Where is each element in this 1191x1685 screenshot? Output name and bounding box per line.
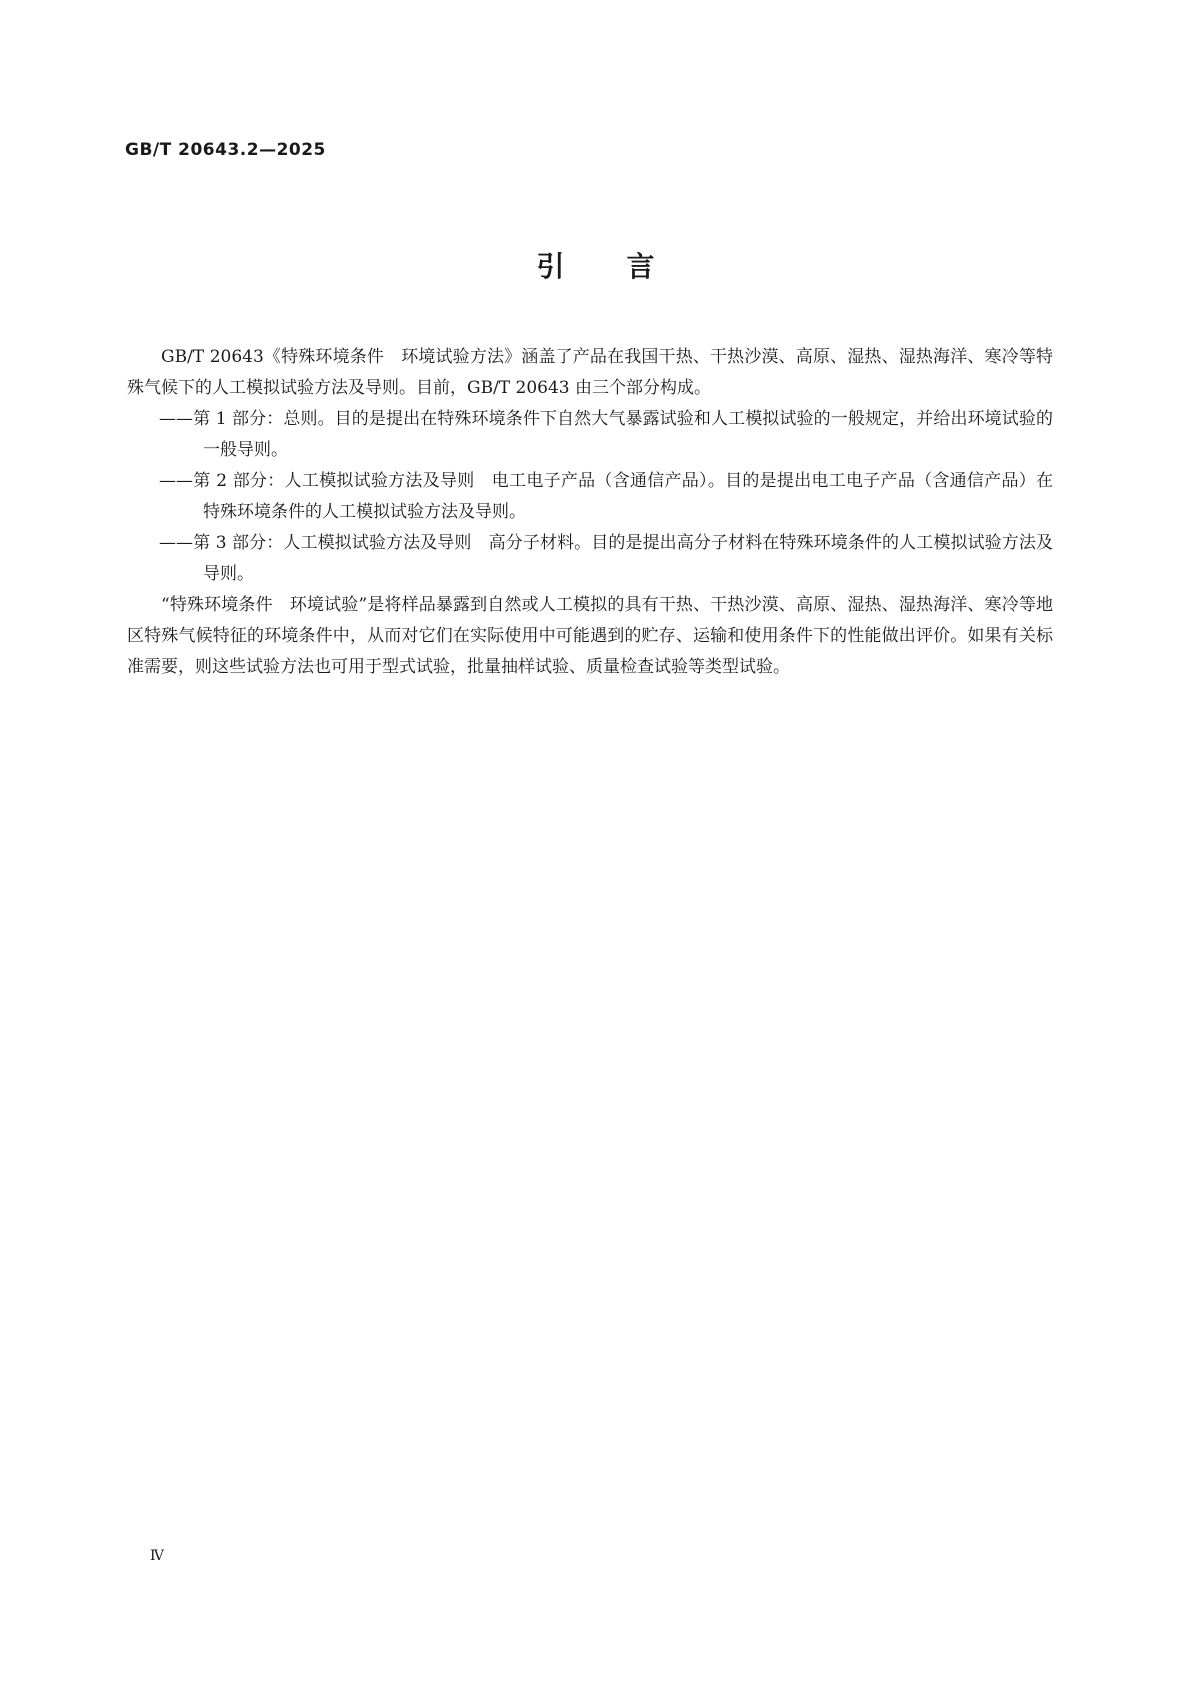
standard-code: GB/T 20643.2—2025 [125,140,326,160]
intro-paragraph: GB/T 20643《特殊环境条件 环境试验方法》涵盖了产品在我国干热、干热沙漠、高原、湿热、湿热海洋、寒冷等特殊气候下的人工模拟试验方法及导则。目前，GB/T 20643 由三个部分构成。 [127,347,1053,398]
introduction-body [127,342,1053,683]
list-item-part-1: ——第 1 部分：总则。目的是提出在特殊环境条件下自然大气暴露试验和人工模拟试验的一般规定，并给出环境试验的一般导则。 [159,409,1053,460]
closing-paragraph: “特殊环境条件 环境试验”是将样品暴露到自然或人工模拟的具有干热、干热沙漠、高原、湿热、湿热海洋、寒冷等地区特殊气候特征的环境条件中，从而对它们在实际使用中可能遇到的贮存、运输和使用条件下的性能做出评价。如果有关标准需要，则这些试验方法也可用于型式试验，批量抽样试验、质量检查试验等类型试验。 [127,595,1053,677]
page-number: Ⅳ [150,1548,164,1564]
parts-list [127,404,1053,590]
list-item-part-3: ——第 3 部分：人工模拟试验方法及导则 高分子材料。目的是提出高分子材料在特殊环境条件的人工模拟试验方法及导则。 [159,533,1053,584]
title-char-1: 引 [536,250,565,283]
title-char-2: 言 [626,250,655,283]
page-title [0,245,1191,285]
list-item-part-2: ——第 2 部分：人工模拟试验方法及导则 电工电子产品（含通信产品）。目的是提出电工电子产品（含通信产品）在特殊环境条件的人工模拟试验方法及导则。 [159,471,1053,522]
